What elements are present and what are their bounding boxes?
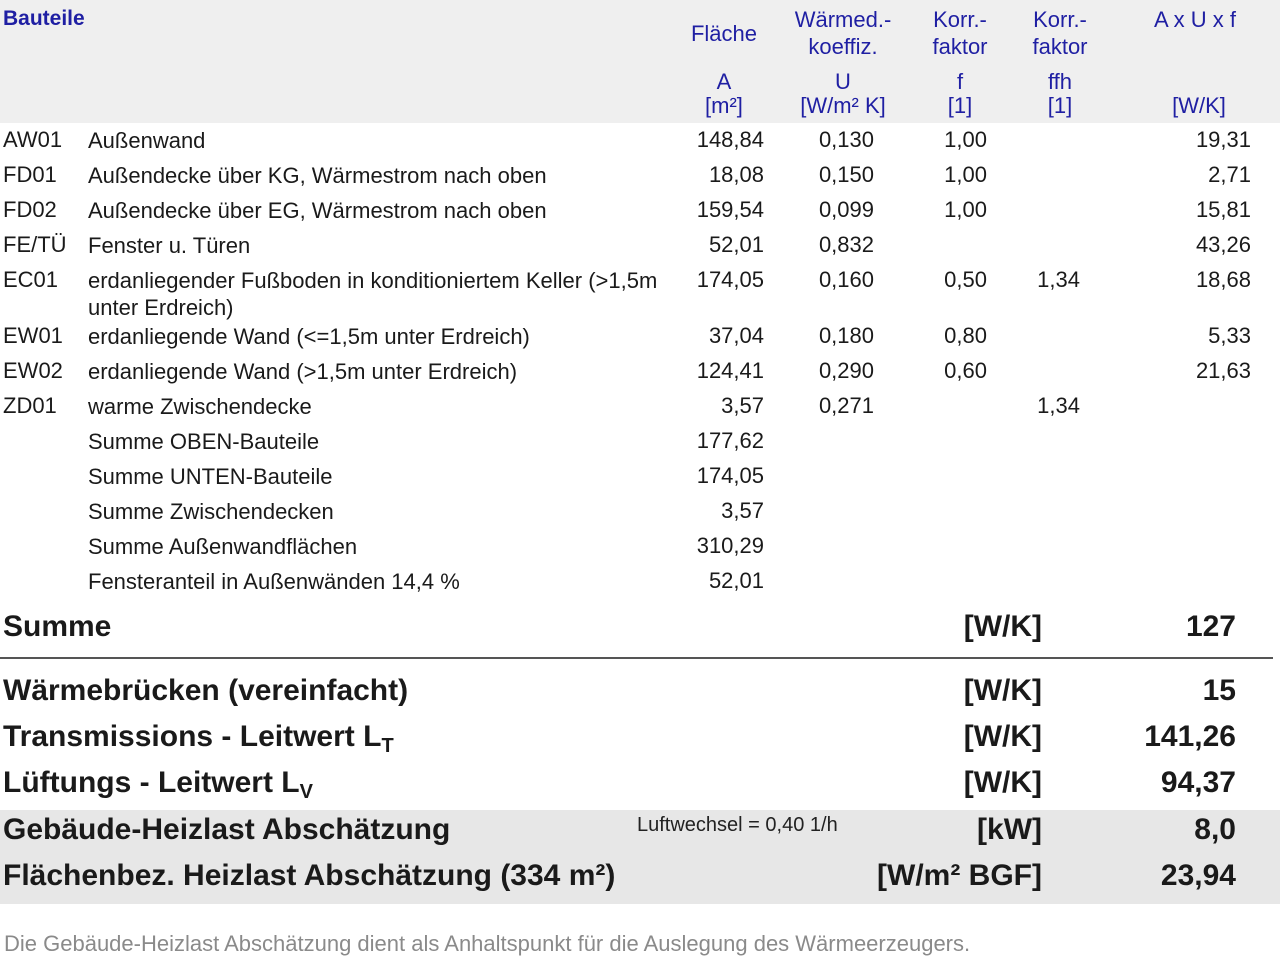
ventilation-label-wrap: [3, 765, 313, 810]
row-code: EC01: [3, 267, 59, 292]
row-name: Außendecke über KG, Wärmestrom nach oben: [88, 163, 547, 188]
row-axu: 18,68: [1195, 267, 1251, 292]
row-name: erdanliegende Wand (<=1,5m unter Erdreich): [88, 324, 530, 349]
header-f-label1: Korr.-: [933, 7, 987, 32]
sum-name: Summe OBEN-Bauteile: [88, 429, 320, 454]
row-u: 0,271: [818, 393, 874, 418]
sum-name: Summe Zwischendecken: [88, 499, 334, 524]
table-row: [0, 393, 1280, 428]
table-row: [0, 232, 1280, 267]
row-code: FE/TÜ: [3, 232, 67, 257]
sum-name: Summe UNTEN-Bauteile: [88, 464, 333, 489]
row-name: Fenster u. Türen: [88, 233, 251, 258]
row-f: 0,60: [944, 358, 987, 383]
total-unit: [W/K]: [963, 610, 1042, 643]
header-ffh-label1: Korr.-: [1033, 7, 1087, 32]
sum-row: [0, 533, 1280, 568]
row-axu: 21,63: [1195, 358, 1251, 383]
row-axu: 5,33: [1208, 323, 1251, 348]
table-header: [0, 0, 1280, 123]
header-title: Bauteile: [3, 7, 85, 30]
table-row: [0, 162, 1280, 197]
row-area: 18,08: [708, 162, 764, 187]
sum-area: 52,01: [708, 568, 764, 593]
row-axu: 19,31: [1195, 127, 1251, 152]
header-ffh-label2: faktor: [1032, 34, 1088, 59]
header-f-symbol: f: [956, 69, 964, 94]
header-u-label1: Wärmed.-: [794, 7, 892, 32]
heat-load-unit: [kW]: [977, 813, 1042, 846]
sum-row: [0, 463, 1280, 498]
sum-area: 310,29: [696, 533, 764, 558]
header-f-label2: faktor: [932, 34, 988, 59]
table-row: [0, 323, 1280, 358]
transmission-value: 141,26: [1144, 720, 1236, 753]
row-area: 3,57: [721, 393, 764, 418]
row-area: 124,41: [696, 358, 764, 383]
sum-row: [0, 498, 1280, 533]
row-f: 1,00: [944, 162, 987, 187]
footnote: Die Gebäude-Heizlast Abschätzung dient als Anhaltspunkt für die Auslegung des Wärmeerzeugers.: [4, 931, 971, 956]
table-row: [0, 197, 1280, 232]
row-area: 52,01: [708, 232, 764, 257]
ventilation-unit: [W/K]: [963, 766, 1042, 799]
header-area-unit: [m²]: [705, 93, 743, 118]
row-u: 0,290: [818, 358, 874, 383]
sum-area: 3,57: [721, 498, 764, 523]
row-ffh: 1,34: [1037, 267, 1080, 292]
header-u-unit: [W/m² K]: [800, 93, 886, 118]
transmission-sub: T: [381, 735, 394, 757]
table-row: [0, 127, 1280, 162]
thermal-bridges-unit: [W/K]: [963, 674, 1042, 707]
table-row: [0, 358, 1280, 393]
transmission-unit: [W/K]: [963, 720, 1042, 753]
row-code: FD01: [3, 162, 57, 187]
ventilation-sub: V: [299, 781, 313, 803]
row-axu: 15,81: [1195, 197, 1251, 222]
row-f: 0,50: [944, 267, 987, 292]
sum-row: [0, 568, 1280, 603]
transmission-label: Transmissions - Leitwert L: [3, 720, 382, 753]
row-name: warme Zwischendecke: [88, 394, 312, 419]
row-u: 0,160: [818, 267, 874, 292]
row-name: Außenwand: [88, 128, 206, 153]
thermal-bridges-value: 15: [1202, 674, 1236, 707]
header-u-label2: koeffiz.: [808, 34, 878, 59]
row-name: erdanliegender Fußboden in konditioniertem Keller (>1,5m unter Erdreich): [88, 268, 658, 320]
header-area-symbol: A: [716, 69, 732, 94]
header-ffh-symbol: ffh: [1047, 69, 1073, 94]
row-u: 0,180: [818, 323, 874, 348]
header-axu-unit: [W/K]: [1172, 93, 1226, 118]
sum-name: Summe Außenwandflächen: [88, 534, 358, 559]
sum-row: [0, 428, 1280, 463]
row-code: FD02: [3, 197, 57, 222]
transmission-label-wrap: [3, 719, 394, 764]
divider: [0, 657, 1273, 659]
header-ffh-unit: [1]: [1047, 93, 1073, 118]
row-code: AW01: [3, 127, 63, 152]
header-axu-label: A x U x f: [1154, 7, 1236, 32]
row-axu: 2,71: [1208, 162, 1251, 187]
row-f: 0,80: [944, 323, 987, 348]
area-heat-load-label: Flächenbez. Heizlast Abschätzung (334 m²): [3, 859, 616, 892]
area-heat-load-unit: [W/m² BGF]: [877, 859, 1042, 892]
row-code: EW01: [3, 323, 63, 348]
header-area-label: Fläche: [690, 21, 758, 46]
row-ffh: 1,34: [1037, 393, 1080, 418]
row-u: 0,150: [818, 162, 874, 187]
row-code: EW02: [3, 358, 63, 383]
row-u: 0,832: [818, 232, 874, 257]
sum-name: Fensteranteil in Außenwänden 14,4 %: [88, 569, 460, 594]
ventilation-label: Lüftungs - Leitwert L: [3, 766, 300, 799]
sum-area: 174,05: [696, 463, 764, 488]
row-f: 1,00: [944, 197, 987, 222]
row-u: 0,130: [818, 127, 874, 152]
ventilation-value: 94,37: [1160, 766, 1236, 799]
row-area: 159,54: [696, 197, 764, 222]
heat-load-label: Gebäude-Heizlast Abschätzung: [3, 813, 451, 846]
area-heat-load-value: 23,94: [1160, 859, 1236, 892]
heat-load-value: 8,0: [1194, 813, 1236, 846]
row-area: 174,05: [696, 267, 764, 292]
sum-area: 177,62: [696, 428, 764, 453]
header-f-unit: [1]: [947, 93, 973, 118]
table-row: [0, 267, 1280, 323]
row-f: 1,00: [944, 127, 987, 152]
row-axu: 43,26: [1195, 232, 1251, 257]
total-label: Summe: [3, 610, 112, 643]
air-change-note: Luftwechsel = 0,40 1/h: [637, 814, 838, 836]
thermal-bridges-label: Wärmebrücken (vereinfacht): [3, 674, 409, 707]
header-u-symbol: U: [835, 69, 851, 94]
row-name: Außendecke über EG, Wärmestrom nach oben: [88, 198, 547, 223]
row-u: 0,099: [818, 197, 874, 222]
row-code: ZD01: [3, 393, 57, 418]
total-value: 127: [1185, 610, 1236, 643]
row-area: 37,04: [708, 323, 764, 348]
row-area: 148,84: [696, 127, 764, 152]
row-name: erdanliegende Wand (>1,5m unter Erdreich): [88, 359, 518, 384]
